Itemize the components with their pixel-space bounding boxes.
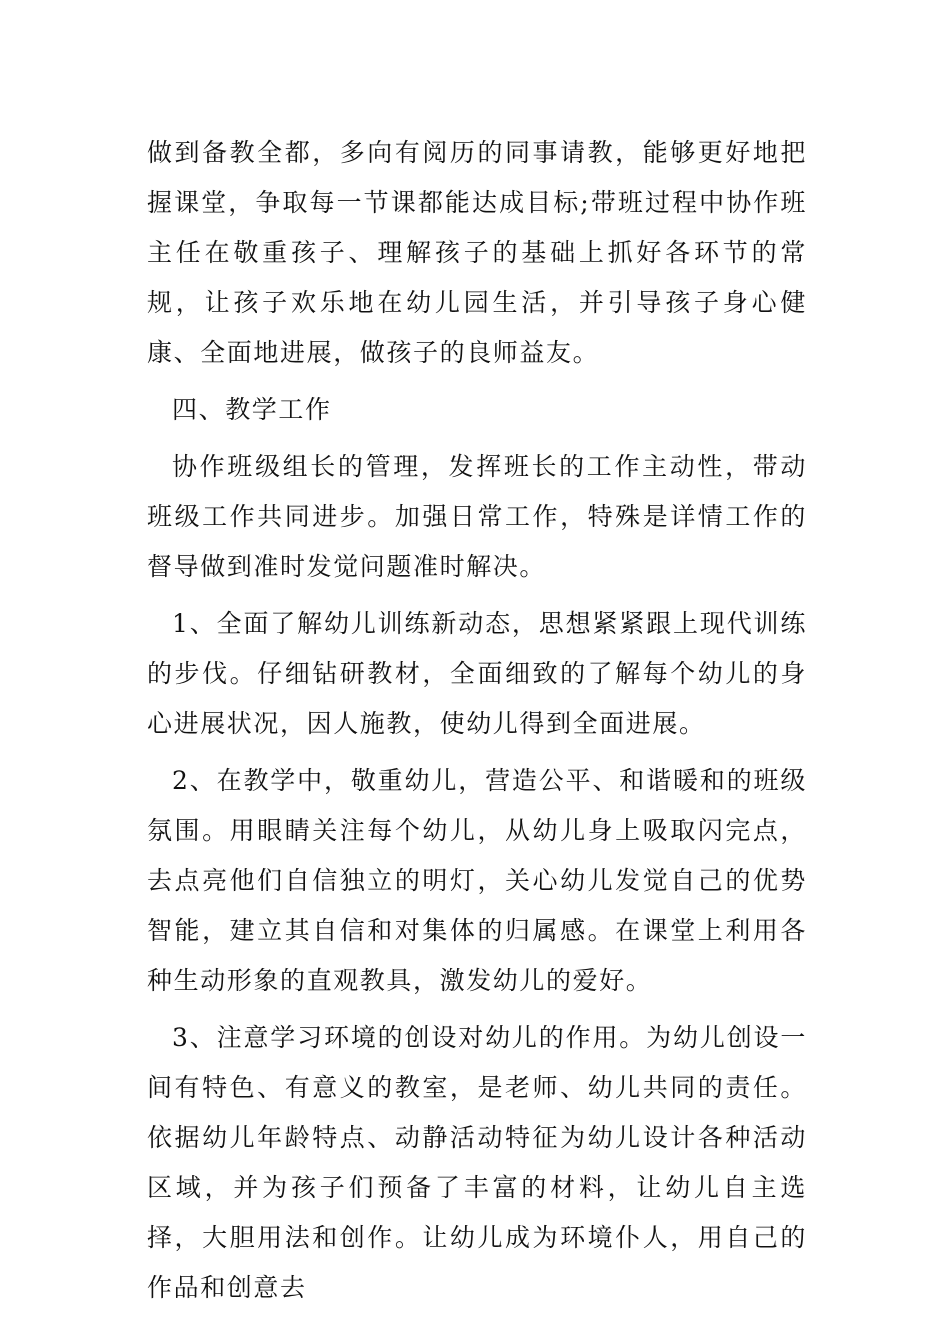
paragraph-continuation: 做到备教全都，多向有阅历的同事请教，能够更好地把握课堂，争取每一节课都能达成目标;带班过程中协作班主任在敬重孩子、理解孩子的基础上抓好各环节的常规，让孩子欢乐地在幼儿园生活，并引导孩子身心健康、全面地进展，做孩子的良师益友。 <box>147 138 807 367</box>
section-heading-teaching-work: 四、教学工作 <box>172 395 332 424</box>
list-item-2: 2、在教学中，敬重幼儿，营造公平、和谐暖和的班级氛围。用眼睛关注每个幼儿，从幼儿身上吸取闪完点，去点亮他们自信独立的明灯，关心幼儿发觉自己的优势智能，建立其自信和对集体的归属感。在课堂上利用各种生动形象的直观教具，激发幼儿的爱好。 <box>147 766 807 995</box>
list-item-3: 3、注意学习环境的创设对幼儿的作用。为幼儿创设一间有特色、有意义的教室，是老师、幼儿共同的责任。依据幼儿年龄特点、动静活动特征为幼儿设计各种活动区域，并为孩子们预备了丰富的材料，让幼儿自主选择，大胆用法和创作。让幼儿成为环境仆人，用自己的作品和创意去 <box>147 1023 807 1302</box>
document-body <box>147 128 807 1320</box>
list-item-1: 1、全面了解幼儿训练新动态，思想紧紧跟上现代训练的步伐。仔细钻研教材，全面细致的了解每个幼儿的身心进展状况，因人施教，使幼儿得到全面进展。 <box>147 609 807 738</box>
paragraph-class-cooperation: 协作班级组长的管理，发挥班长的工作主动性，带动班级工作共同进步。加强日常工作，特殊是详情工作的督导做到准时发觉问题准时解决。 <box>147 452 807 581</box>
